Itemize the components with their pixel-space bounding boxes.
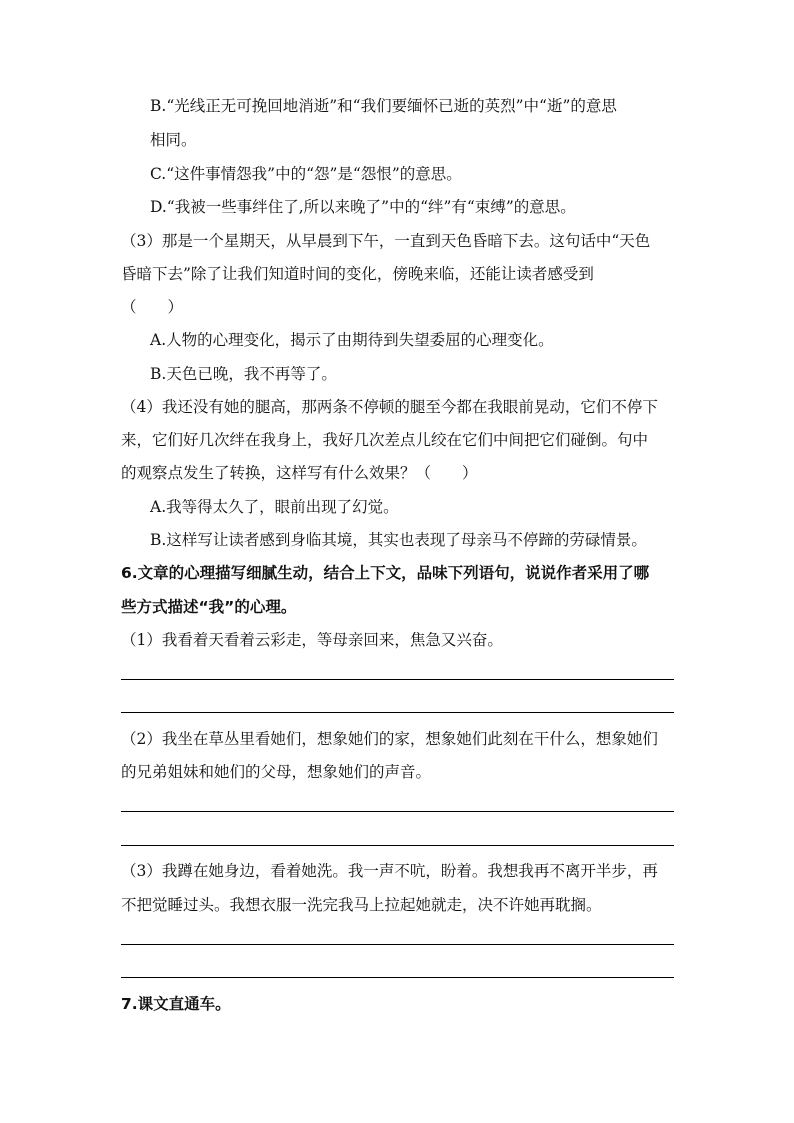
q6-item2-line2: 的兄弟姐妹和她们的父母，想象她们的声音。 <box>121 763 432 781</box>
q5-option-b-line1: B.“光线正无可挽回地消逝”和“我们要缅怀已逝的英烈”中“逝”的意思 <box>150 97 617 115</box>
q5-sub3-line3: （ ） <box>121 298 184 316</box>
q5-sub4-line3: 的观察点发生了转换，这样写有什么效果？（ ） <box>121 464 478 482</box>
q6-item2-line1: （2）我坐在草丛里看她们，想象她们的家，想象她们此刻在干什么，想象她们 <box>121 730 658 748</box>
answer-line[interactable] <box>121 712 674 713</box>
q5-option-b-line2: 相同。 <box>150 131 197 149</box>
q5-sub4-option-a: A.我等得太久了，眼前出现了幻觉。 <box>150 498 399 516</box>
q6-title-line1: 6.文章的心理描写细腻生动，结合上下文，品味下列语句，说说作者采用了哪 <box>121 564 650 582</box>
q5-sub3-line2: 昏暗下去”除了让我们知道时间的变化，傍晚来临，还能让读者感受到 <box>121 265 594 283</box>
q5-sub4-line1: （4）我还没有她的腿高，那两条不停顿的腿至今都在我眼前晃动，它们不停下 <box>121 398 658 416</box>
q6-item3-line2: 不把觉睡过头。我想衣服一洗完我马上拉起她就走，决不许她再耽搁。 <box>121 896 602 914</box>
answer-line[interactable] <box>121 944 674 945</box>
q5-sub4-line2: 来，它们好几次绊在我身上，我好几次差点儿绞在它们中间把它们碰倒。句中 <box>121 431 649 449</box>
q5-sub3-option-a: A.人物的心理变化，揭示了由期待到失望委屈的心理变化。 <box>150 331 554 349</box>
q5-sub3-option-b: B.天色已晚，我不再等了。 <box>150 365 337 383</box>
q7-title: 7.课文直通车。 <box>121 995 231 1013</box>
q5-option-d: D.“我被一些事绊住了,所以来晚了”中的“绊”有“束缚”的意思。 <box>150 198 576 216</box>
q6-item1: （1）我看着天看着云彩走，等母亲回来，焦急又兴奋。 <box>121 631 503 649</box>
answer-line[interactable] <box>121 679 674 680</box>
q5-sub4-option-b: B.这样写让读者感到身临其境，其实也表现了母亲马不停蹄的劳碌情景。 <box>150 531 647 549</box>
answer-line[interactable] <box>121 845 674 846</box>
q5-option-c: C.“这件事情怨我”中的“怨”是“怨恨”的意思。 <box>150 165 462 183</box>
answer-line[interactable] <box>121 811 674 812</box>
q6-title-line2: 些方式描述“我”的心理。 <box>121 598 297 616</box>
q6-item3-line1: （3）我蹲在她身边，看着她洗。我一声不吭，盼着。我想我再不离开半步，再 <box>121 862 658 880</box>
answer-line[interactable] <box>121 977 674 978</box>
q5-sub3-line1: （3）那是一个星期天，从早晨到下午，一直到天色昏暗下去。这句话中“天色 <box>121 232 651 250</box>
